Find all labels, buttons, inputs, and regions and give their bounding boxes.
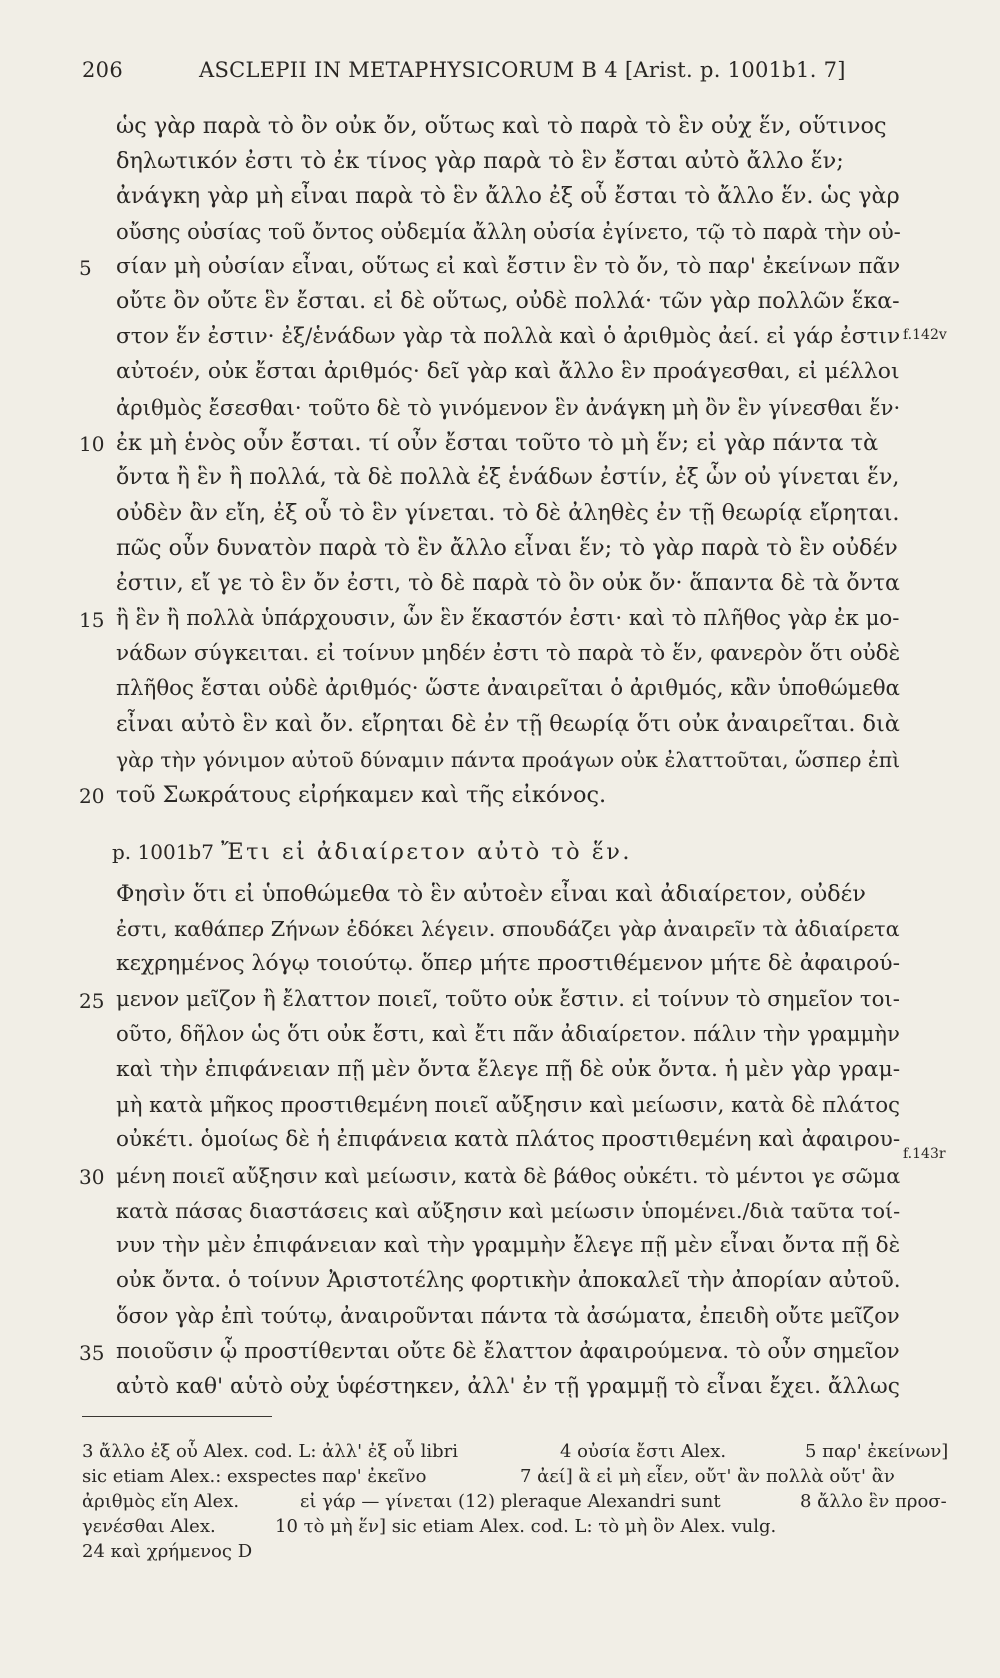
text-line: ἀνάγκη γὰρ μὴ εἶναι παρὰ τὸ ἓν ἄλλο ἐξ οὗ ἔσται τὸ ἄλλο ἕν. ὡς γὰρ [116,183,900,210]
footnote: γενέσθαι Alex. [82,1516,216,1537]
footnote: 5 παρ' ἐκείνων] [805,1441,949,1462]
text-line: ποιοῦσιν ᾧ προστίθενται οὔτε δὲ ἔλαττον ἀφαιρούμενα. τὸ οὖν σημεῖον [116,1338,900,1364]
text-line: ἢ ἓν ἢ πολλὰ ὑπάρχουσιν, ὧν ἓν ἕκαστόν ἐστι· καὶ τὸ πλῆθος γὰρ ἐκ μο- [116,605,900,631]
text-line: πλῆθος ἔσται οὐδὲ ἀριθμός· ὥστε ἀναιρεῖται ὁ ἀριθμός, κἂν ὑποθώμεθα [116,676,900,702]
text-line: σίαν μὴ οὐσίαν εἶναι, οὕτως εἰ καὶ ἔστιν ἓν τὸ ὄν, τὸ παρ' ἐκείνων πᾶν [116,253,901,279]
text-line: οὐκ ὄντα. ὁ τοίνυν Ἀριστοτέλης φορτικὴν ἀποκαλεῖ τὴν ἀπορίαν αὐτοῦ. [116,1268,901,1294]
text-line: μένη ποιεῖ αὔξησιν καὶ μείωσιν, κατὰ δὲ βάθος οὐκέτι. τὸ μέντοι γε σῶμα [116,1163,901,1188]
text-line: ἐκ μὴ ἑνὸς οὖν ἔσται. τί οὖν ἔσται τοῦτο τὸ μὴ ἕν; εἰ γὰρ πάντα τὰ [116,429,879,456]
text-line: ὄντα ἢ ἓν ἢ πολλά, τὰ δὲ πολλὰ ἐξ ἑνάδων ἐστίν, ἐξ ὧν οὐ γίνεται ἕν, [116,465,900,490]
text-line: στον ἕν ἐστιν· ἐξ/ἑνάδων γὰρ τὰ πολλὰ καὶ ὁ ἀριθμὸς ἀεί. εἰ γάρ ἐστιν [116,324,901,350]
text-line: νυν τὴν μὲν ἐπιφάνειαν καὶ τὴν γραμμὴν ἔλεγε πῇ μὲν εἶναι ὄντα πῇ δὲ [116,1233,901,1258]
text-line: μενον μεῖζον ἢ ἔλαττον ποιεῖ, τοῦτο οὐκ ἔστιν. εἰ τοίνυν τὸ σημεῖον τοι- [116,986,900,1012]
running-header [82,58,846,82]
text-line: εἶναι αὐτὸ ἓν καὶ ὄν. εἴρηται δὲ ἐν τῇ θεωρίᾳ ὅτι οὐκ ἀναιρεῖται. διὰ [116,711,900,738]
text-line: ὡς γὰρ παρὰ τὸ ὂν οὐκ ὄν, οὕτως καὶ τὸ παρὰ τὸ ἓν οὐχ ἕν, οὕτινος [116,113,887,139]
lemma-line [112,838,632,866]
footnote: 24 καὶ χρήμενος D [82,1541,253,1562]
lemma-reference: p. 1001b7 [112,840,214,864]
footnote: ἀριθμὸς εἴη Alex. [82,1491,240,1512]
text-line: ἐστι, καθάπερ Ζήνων ἐδόκει λέγειν. σπουδάζει γὰρ ἀναιρεῖν τὰ ἀδιαίρετα [116,917,900,942]
text-line: γὰρ τὴν γόνιμον αὐτοῦ δύναμιν πάντα προάγων οὐκ ἐλαττοῦται, ὥσπερ ἐπὶ [116,747,901,772]
text-line: δηλωτικόν ἐστι τὸ ἐκ τίνος γὰρ παρὰ τὸ ἓν ἔσται αὐτὸ ἄλλο ἕν; [116,148,844,175]
text-line: μὴ κατὰ μῆκος προστιθεμένη ποιεῖ αὔξησιν καὶ μείωσιν, κατὰ δὲ πλάτος [116,1092,901,1118]
line-number: 5 [79,255,92,280]
text-line: αὐτὸ καθ' αὑτὸ οὐχ ὑφέστηκεν, ἀλλ' ἐν τῇ γραμμῇ τὸ εἶναι ἔχει. ἄλλως [116,1373,900,1399]
footnote: 7 ἀεί] ἃ εἰ μὴ εἶεν, οὔτ' ἂν πολλὰ οὔτ' ἂν [520,1466,895,1487]
text-line: οὔσης οὐσίας τοῦ ὄντος οὐδεμία ἄλλη οὐσία ἐγίνετο, τῷ τὸ παρὰ τὴν οὐ- [116,218,901,244]
footnote: sic etiam Alex.: exspectes παρ' ἐκεῖνο [82,1466,427,1487]
footnote: 4 οὐσία ἔστι Alex. [560,1441,727,1462]
text-line: νάδων σύγκειται. εἰ τοίνυν μηδέν ἐστι τὸ παρὰ τὸ ἕν, φανερὸν ὅτι οὐδὲ [116,641,901,666]
text-line: ὅσον γὰρ ἐπὶ τούτῳ, ἀναιροῦνται πάντα τὰ ἀσώματα, ἐπειδὴ οὔτε μεῖζον [116,1303,900,1329]
footnote: 8 ἄλλο ἓν προσ- [800,1491,947,1512]
text-line: Φησὶν ὅτι εἰ ὑποθώμεθα τὸ ἓν αὐτοὲν εἶναι καὶ ἀδιαίρετον, οὐδέν [116,881,866,907]
text-line: πῶς οὖν δυνατὸν παρὰ τὸ ἓν ἄλλο εἶναι ἕν; τὸ γὰρ παρὰ τὸ ἓν οὐδέν [116,535,898,562]
text-line: κεχρημένος λόγῳ τοιούτῳ. ὅπερ μήτε προστιθέμενον μήτε δὲ ἀφαιρού- [116,951,900,977]
footnote-rule [82,1416,272,1417]
text-line: οῦτο, δῆλον ὡς ὅτι οὐκ ἔστι, καὶ ἔτι πᾶν ἀδιαίρετον. πάλιν τὴν γραμμὴν [116,1021,900,1047]
text-line: κατὰ πάσας διαστάσεις καὶ αὔξησιν καὶ μείωσιν ὑπομένει./διὰ ταῦτα τοί- [116,1198,901,1223]
line-number: 15 [79,607,105,632]
footnote: εἰ γάρ — γίνεται (12) pleraque Alexandri sunt [300,1491,721,1512]
lemma-text: Ἔτι εἰ ἀδιαίρετον αὐτὸ τὸ ἕν. [221,839,633,865]
text-line: οὐδὲν ἂν εἴη, ἐξ οὗ τὸ ἓν γίνεται. τὸ δὲ ἀληθὲς ἐν τῇ θεωρίᾳ εἴρηται. [116,500,900,527]
text-line: ἀριθμὸς ἔσεσθαι· τοῦτο δὲ τὸ γινόμενον ἓν ἀνάγκη μὴ ὂν ἓν γίνεσθαι ἕν· [116,394,901,420]
text-line: οὐκέτι. ὁμοίως δὲ ἡ ἐπιφάνεια κατὰ πλάτος προστιθεμένη καὶ ἀφαιρου- [116,1127,901,1153]
running-title: ASCLEPII IN METAPHYSICORUM B 4 [Arist. p. 1001b1. 7] [198,58,846,82]
text-line: καὶ τὴν ἐπιφάνειαν πῇ μὲν ὄντα ἔλεγε πῇ δὲ οὐκ ὄντα. ἡ μὲν γὰρ γραμ- [116,1057,901,1082]
footnote: 10 τὸ μὴ ἕν] sic etiam Alex. cod. L: τὸ μὴ ὂν Alex. vulg. [275,1516,777,1537]
page-number: 206 [82,58,123,82]
text-line: τοῦ Σωκράτους εἰρήκαμεν καὶ τῆς εἰκόνος. [116,781,607,808]
text-line: ἐστιν, εἴ γε τὸ ἓν ὄν ἐστι, τὸ δὲ παρὰ τὸ ὂν οὐκ ὄν· ἅπαντα δὲ τὰ ὄντα [116,570,900,596]
line-number: 30 [79,1164,105,1189]
footnote: 3 ἄλλο ἐξ οὗ Alex. cod. L: ἀλλ' ἐξ οὗ libri [82,1441,458,1462]
text-line: αὐτοέν, οὐκ ἔσται ἀριθμός· δεῖ γὰρ καὶ ἄλλο ἓν προάγεσθαι, εἰ μέλλοι [116,359,900,385]
line-number: 20 [79,783,105,808]
folio-marker-143r: f.143r [903,1146,946,1162]
line-number: 25 [79,988,105,1013]
folio-marker-142v: f.142v [903,327,947,343]
line-number: 35 [79,1340,105,1365]
line-number: 10 [79,431,105,456]
text-line: οὔτε ὂν οὔτε ἓν ἔσται. εἰ δὲ οὕτως, οὐδὲ πολλά· τῶν γὰρ πολλῶν ἕκα- [116,289,900,314]
